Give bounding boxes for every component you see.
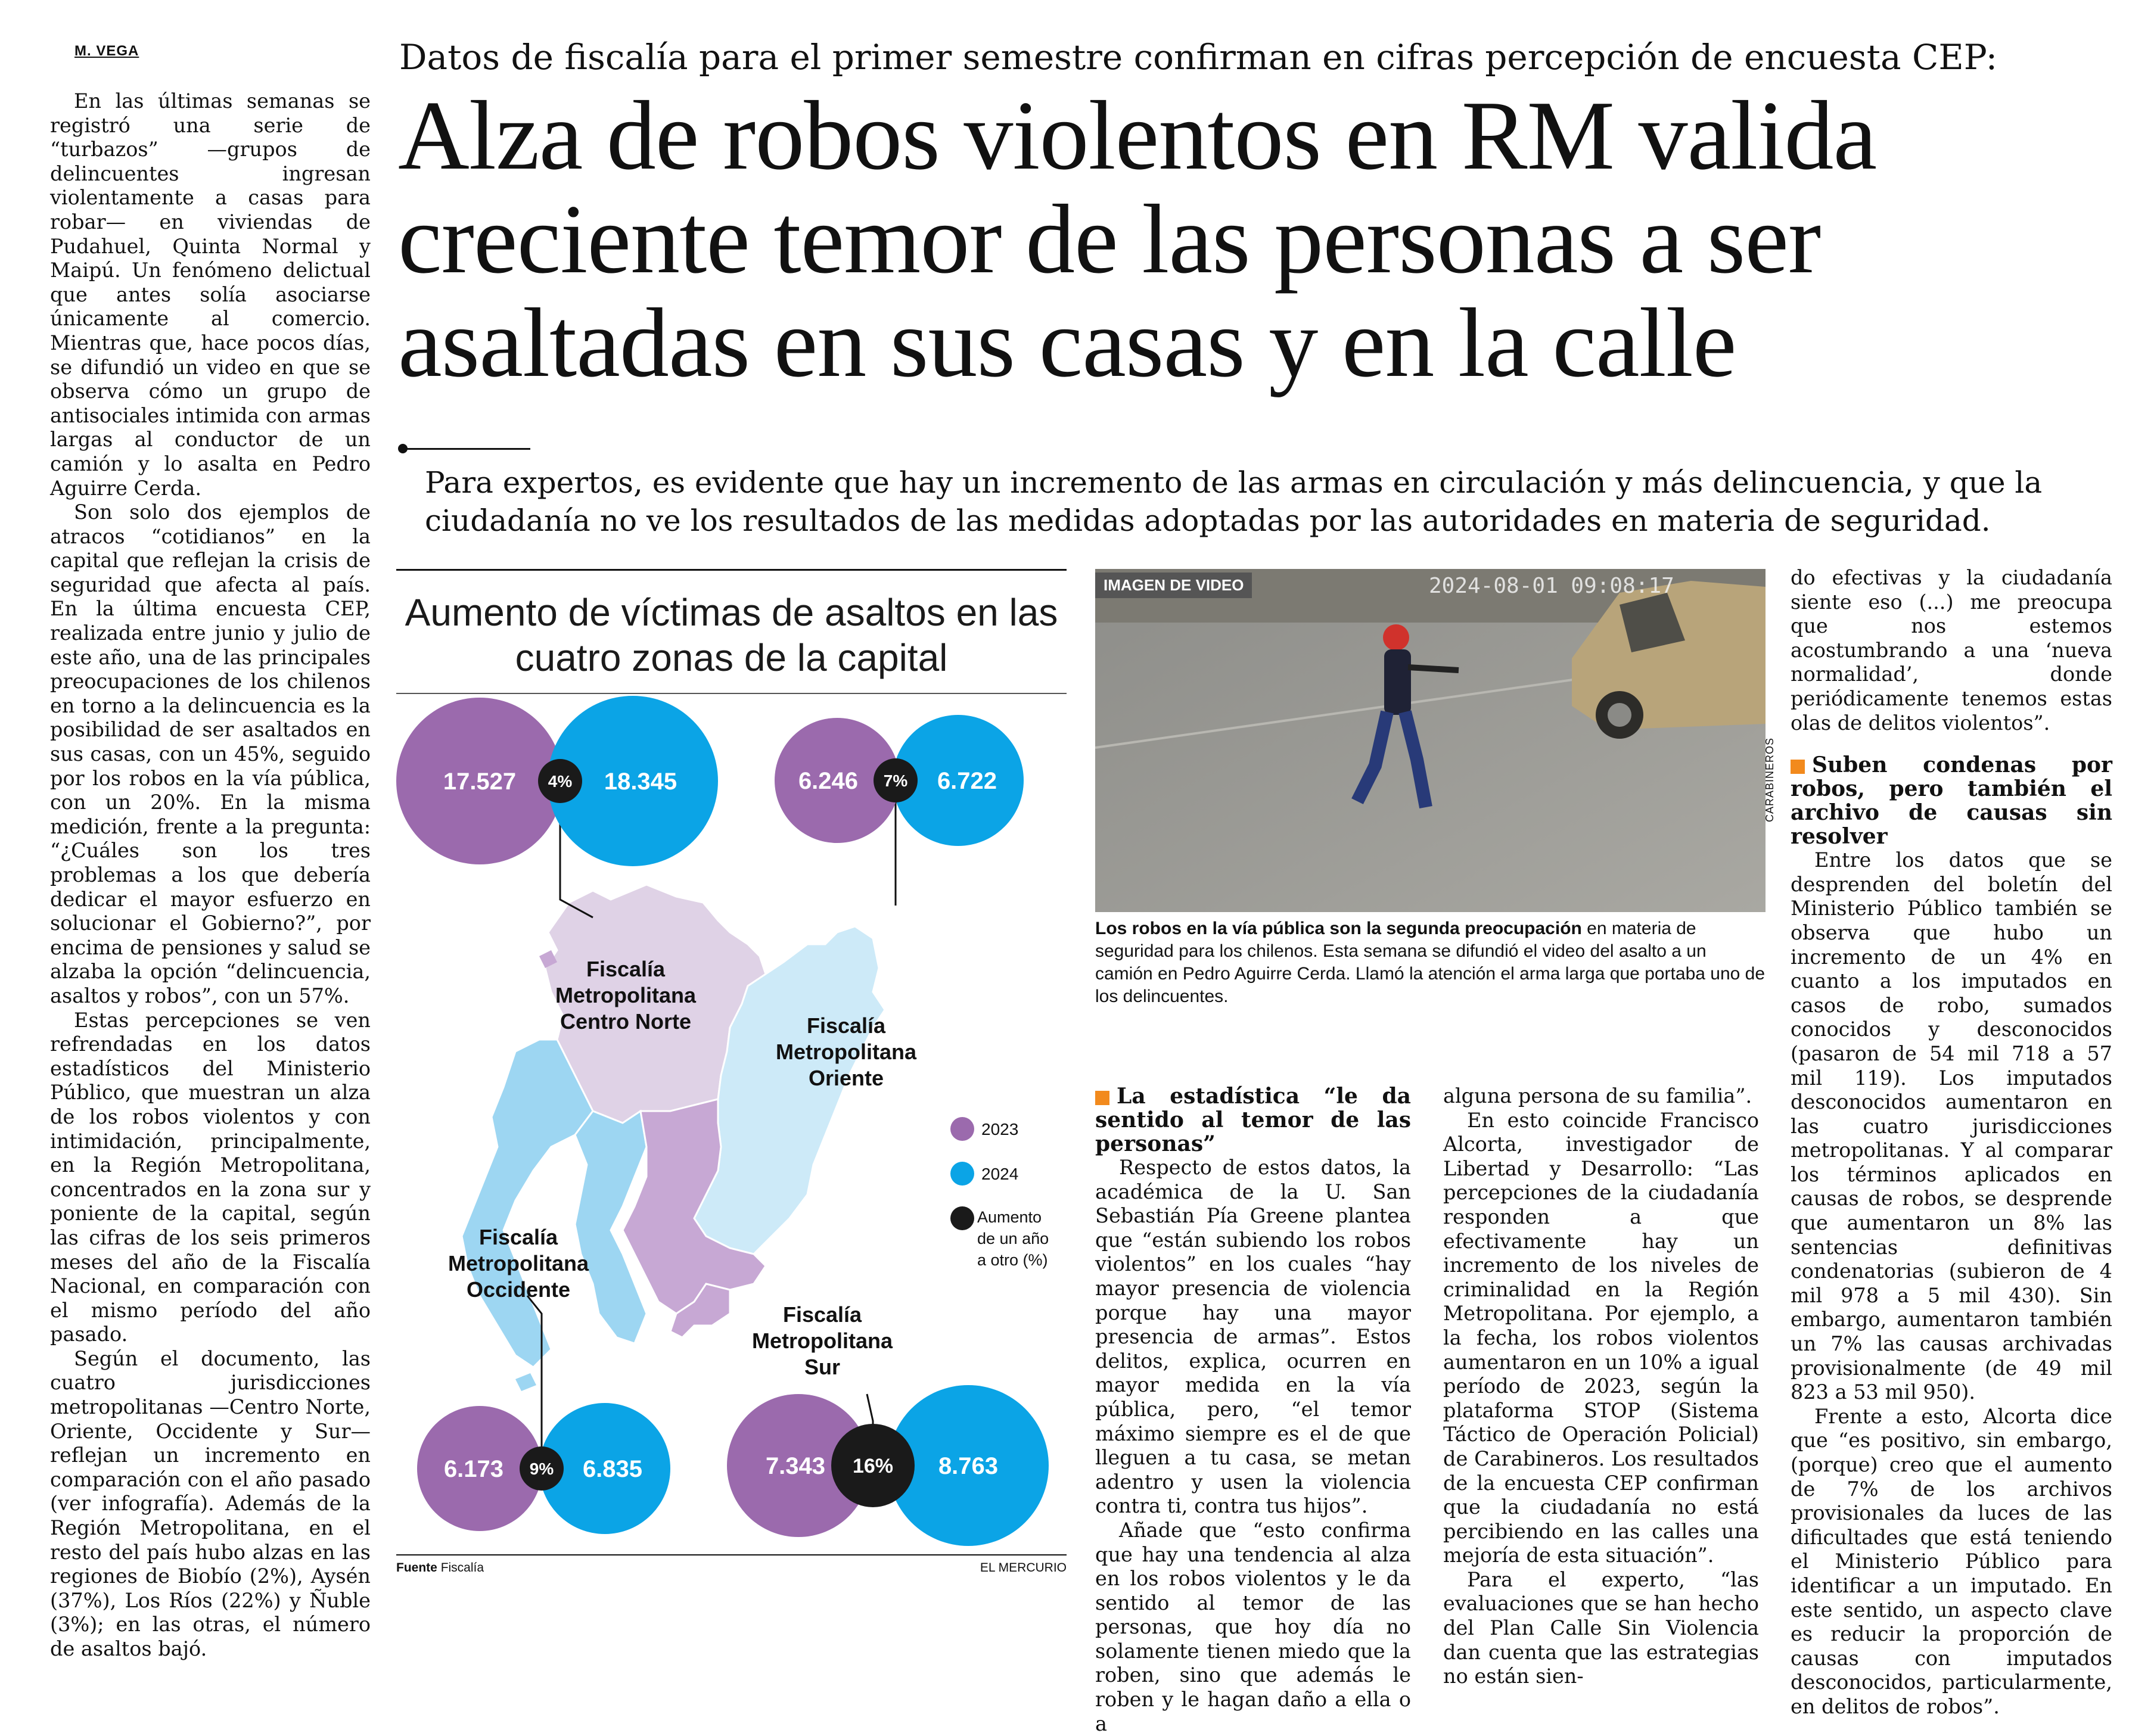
caption-text: en materia de seguridad para los chilenos. Esta semana se difundió el video del asalto a un camión en Pedro Aguirre Cerda. Llamó la atención el arma larga que portaba uno de los delincuentes. [1095,919,1766,1006]
infographic [396,694,1067,1567]
paragraph: Respecto de estos datos, la académica de la U. San Sebastián Pía Greene plantea que “están subiendo los robos violentos” en los cuales “hay mayor presencia de violencia porque hay una mayor presencia de armas”. Estos delitos, explica, ocurren en mayor medida en la vía pública, pero, “el temor máximo siempre es el de que lleguen a tu casa, se metan adentro y usen la violencia contra ti, contra tus hijos”. [1095,1156,1411,1518]
paragraph: do efectivas y la ciudadanía siente eso (...) me preocupa que nos estemos acostumbrando a una ‘nueva normalidad’, donde periódicamente tenemos estas olas de delitos violentos”. [1791,566,2112,735]
video-still-image [1095,569,1766,912]
value-2023: 7.343 [765,1453,826,1479]
value-change: 9% [529,1460,554,1478]
article-column-5 [1791,566,2112,1719]
deck-bullet [398,444,408,453]
value-change: 16% [852,1455,894,1477]
region-label-centro-norte: Fiscalía Metropolitana Centro Norte [555,957,696,1034]
value-2023: 6.246 [798,768,859,794]
subhead-convictions [1791,753,2112,848]
paragraph: En las últimas semanas se registró una serie de “turbazos” —grupos de delincuentes ingresan violentamente a casas para robar— en viviendas de Pudahuel, Quinta Normal y Maipú. Un fenómeno delictual que antes solía asociarse únicamente al comercio. Mientras que, hace pocos días, se difundió un video en que se observa cómo un grupo de antisociales intimida con armas largas al conductor de un camión y lo asalta en Pedro Aguirre Cerda. [50,89,371,500]
photo-caption [1095,917,1766,1008]
caption-lead: Los robos en la vía pública son la segunda preocupación [1095,919,1582,938]
paragraph: alguna persona de su familia”. [1443,1084,1752,1107]
legend-label-2023: 2023 [981,1120,1019,1138]
article-column-3 [1095,1084,1411,1736]
bubbles-occidente [417,1403,670,1534]
source-value: Fiscalía [440,1561,484,1575]
paragraph: Estas percepciones se ven refrendadas en los datos estadísticos del Ministerio Público, que muestran un alza de los robos violentos y con intimidación, principalmente, en la Región Metropolitana, concentrados en la zona sur y poniente de la capital, según las cifras de los seis primeros meses del año de la Fiscalía Nacional, en comparación con el mismo período del año pasado. [50,1008,371,1346]
legend-swatch-change [950,1206,974,1230]
bubbles-centro-norte [396,696,718,866]
video-timestamp: 2024-08-01 09:08:17 [1429,574,1674,598]
value-2023: 6.173 [443,1456,504,1482]
article-column-1 [50,89,371,1662]
legend-swatch-2023 [950,1117,974,1141]
headline [398,80,2144,397]
subhead-statistics [1095,1084,1411,1156]
region-label-sur: Fiscalía Metropolitana Sur [751,1302,893,1379]
paragraph: Frente a esto, Alcorta dice que “es positivo, sin embargo, (porque) creo que el aumento de 7% de los archivos provisionales da luces de las dificultades que está teniendo el Ministerio Público para identificar a un imputado. En este sentido, un aspecto clave es reducir la proporción de causas con imputados desconocidos, particularmente, en delitos de robos”. [1791,1404,2112,1718]
infographic-credit: EL MERCURIO [980,1561,1067,1575]
bubbles-sur [727,1385,1049,1546]
article-column-4 [1443,1084,1759,1689]
headline-line: asaltadas en sus casas y en la calle [398,288,1736,397]
deck-rule [399,448,530,450]
infographic-title: Aumento de víctimas de asaltos en las cuatro zonas de la capital [405,591,1058,679]
value-2024: 6.835 [582,1456,643,1482]
subhead-text: La estadística “le da sentido al temor de las personas” [1095,1084,1411,1156]
bubbles-oriente [775,715,1024,846]
orange-square-icon [1791,760,1805,774]
value-change: 4% [548,772,573,791]
kicker: Datos de fiscalía para el primer semestre confirman en cifras percepción de encuesta CEP: [399,37,1998,77]
legend-swatch-2024 [950,1162,974,1186]
rifle [1408,667,1459,670]
photo-credit: CARABINEROS [1764,737,1776,822]
map-fragment [515,1373,536,1391]
paragraph: Entre los datos que se desprenden del boletín del Ministerio Público también se observa que hubo un incremento de un 4% en cuanto a los imputados en casos de robo, sumados conocidos y desconocidos (pasaron de 54 mil 718 a 57 mil 119). Los imputados desconocidos aumentaron en las cuatro jurisdicciones metropolitanas. Y al comparar los términos aplicados en causas de robos, se desprende que aumentaron un 8% las sentencias definitivas condenatorias (subieron de 4 mil 978 a 5 mil 430). Sin embargo, aumentaron también un 7% las causas archivadas provisionalmente (de 49 mil 823 a 53 mil 950). [1791,848,2112,1404]
value-2024: 6.722 [937,768,997,794]
orange-square-icon [1095,1091,1109,1105]
value-change: 7% [883,771,908,790]
paragraph: Añade que “esto confirma que hay una tendencia al alza en los robos violentos y le da sentido al temor de las personas, que hoy día no solamente tienen miedo que la roben, sino que además le roben y le hagan daño a ella o a [1095,1518,1411,1735]
headline-line: Alza de robos violentos en RM valida [398,80,1877,190]
legend-label-change: Aumento de un año a otro (%) [977,1208,1049,1269]
video-still [1095,569,1766,912]
region-label-oriente: Fiscalía Metropolitana Oriente [775,1013,916,1090]
value-2024: 18.345 [604,769,677,795]
legend-label-2024: 2024 [981,1165,1019,1183]
subhead-text: Suben condenas por robos, pero también el archivo de causas sin resolver [1791,752,2112,850]
region-label-occidente: Fiscalía Metropolitana Occidente [447,1225,589,1302]
section-rule [396,569,1067,571]
infographic-source [396,1561,484,1575]
value-2023: 17.527 [443,769,517,795]
paragraph: En esto coincide Francisco Alcorta, investigador de Libertad y Desarrollo: “Las percepciones de la ciudadanía responden a que efectivamente hay un incremento de los niveles de criminalidad en la Región Metropolitana. Por ejemplo, a la fecha, los robos violentos aumentaron en un 10% a igual período de 2023, según la plataforma STOP (Sistema Táctico de Operación Policial) de Carabineros. Los resultados de la encuesta CEP confirman que la ciudadanía no está percibiendo en las calles una mejoría de esta situación”. [1443,1108,1759,1567]
paragraph: Según el documento, las cuatro jurisdicciones metropolitanas —Centro Norte, Oriente, Occidente y Sur— reflejan un incremento en comparación con el año pasado (ver infografía). Además de la Región Metropolitana, en el resto del país hubo alzas en las regiones de Biobío (2%), Aysén (37%), Los Ríos (22%) y Ñuble (3%); en las otras, el número de asaltos bajó. [50,1346,371,1660]
map-occidente [462,1040,593,1367]
photo-label: IMAGEN DE VIDEO [1095,573,1252,598]
byline: M. VEGA [74,43,139,59]
paragraph: Para el experto, “las evaluaciones que se han hecho del Plan Calle Sin Violencia dan cuenta que las estrategias no están sien- [1443,1567,1759,1688]
paragraph: Son solo dos ejemplos de atracos “cotidianos” en la capital que reflejan la crisis de seguridad que afecta al país. En la última encuesta CEP, realizada entre junio y julio de este año, una de las principales preocupaciones de los chilenos en torno a la delincuencia es la posibilidad de ser asaltados en sus casas, con un 45%, seguido por los robos en la vía pública, con un 20%. En la misma medición, frente a la pregunta: “¿Cuáles son los tres problemas a los que debería dedicar el mayor esfuerzo en solucionar el Gobierno?”, por encima de pensiones y salud se alzaba la opción “delincuencia, asaltos y robos”, con un 57%. [50,500,371,1007]
value-2024: 8.763 [938,1453,999,1479]
headline-line: creciente temor de las personas a ser [398,184,1821,294]
source-label: Fuente [396,1561,437,1575]
deck: Para expertos, es evidente que hay un incremento de las armas en circulación y más delincuencia, y que la ciudadanía no ve los resultados de las medidas adoptadas por las autoridades en materia de seguridad. [425,465,2043,538]
